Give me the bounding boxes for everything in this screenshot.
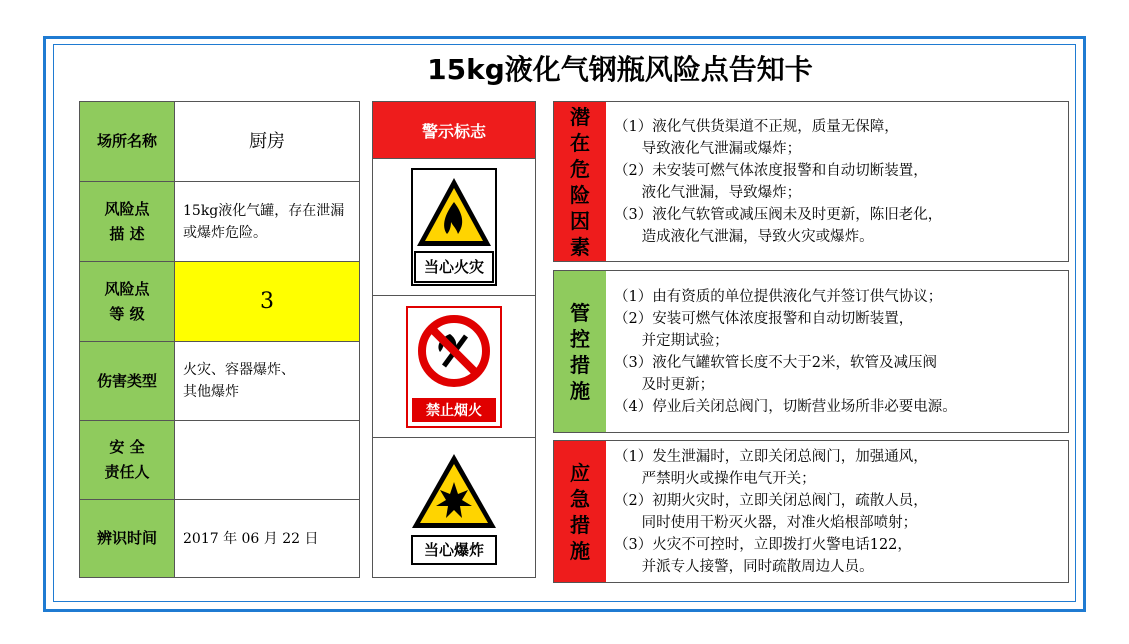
emergency-line: （1）发生泄漏时，立即关闭总阀门，加强通风， [614,448,928,465]
controls-text [614,271,1062,432]
control-line: （2）安装可燃气体浓度报警和自动切断装置， [614,310,914,327]
hazards-text [614,102,1062,261]
description-label: 风险点 描 述 [80,182,175,261]
sign-no-fire [373,296,535,438]
control-line: （4）停业后关闭总阀门，切断营业场所非必要电源。 [614,398,957,415]
fire-warning-caption: 当心火灾 [423,258,485,276]
no-fire-icon [406,306,502,428]
info-row-description [80,182,359,262]
control-line: 及时更新； [614,376,715,393]
hazards-panel [553,101,1069,262]
controls-panel [553,270,1069,433]
card-title: 15kg液化气钢瓶风险点告知卡 [427,53,813,86]
hazard-line: 导致液化气泄漏或爆炸； [614,140,802,157]
info-row-date [80,500,359,577]
control-line: 并定期试验； [614,332,729,349]
info-table [79,101,360,578]
emergency-line: 同时使用干粉灭火器，对准火焰根部喷射； [614,514,918,531]
emergency-line: 并派专人接警，同时疏散周边人员。 [614,558,874,575]
hazard-line: 液化气泄漏，导致爆炸； [614,184,802,201]
harm-value: 火灾、容器爆炸、 其他爆炸 [183,362,295,400]
person-label: 安 全 责任人 [80,421,175,499]
info-row-person [80,421,359,500]
description-value: 15kg液化气罐，存在泄漏或爆炸危险。 [183,202,345,241]
info-row-level [80,262,359,342]
controls-label: 管控措施 [554,271,606,432]
emergency-panel [553,440,1069,583]
hazards-label: 潜在危险因素 [554,102,606,261]
emergency-line: （3）火灾不可控时，立即拨打火警电话122， [614,536,912,553]
no-fire-caption: 禁止烟火 [426,402,482,419]
emergency-line: （2）初期火灾时，立即关闭总阀门，疏散人员， [614,492,928,509]
sign-explosion-warning [373,438,535,577]
explosion-warning-icon [406,448,502,568]
hazard-line: 造成液化气泄漏，导致火灾或爆炸。 [614,228,874,245]
signs-header: 警示标志 [373,102,535,159]
hazard-line: （1）液化气供货渠道不正规，质量无保障， [614,118,899,135]
date-value: 2017 年 06 月 22 日 [183,530,319,547]
emergency-text [614,441,1062,582]
sign-fire-warning [373,159,535,296]
info-row-place [80,102,359,182]
emergency-line: 严禁明火或操作电气开关； [614,470,816,487]
explosion-warning-caption: 当心爆炸 [423,540,485,559]
date-label: 辨识时间 [80,500,175,577]
fire-warning-icon [411,168,497,286]
place-value: 厨房 [249,130,285,152]
harm-label: 伤害类型 [80,342,175,420]
emergency-label: 应急措施 [554,441,606,582]
control-line: （3）液化气罐软管长度不大于2米，软管及减压阀 [614,354,937,371]
warning-signs-column [372,101,536,578]
level-label: 风险点 等 级 [80,262,175,341]
level-value: 3 [175,262,359,341]
hazard-line: （2）未安装可燃气体浓度报警和自动切断装置， [614,162,928,179]
info-row-harm [80,342,359,421]
place-label: 场所名称 [80,102,175,181]
control-line: （1）由有资质的单位提供液化气并签订供气协议； [614,288,943,305]
person-value [175,421,359,499]
hazard-line: （3）液化气软管或减压阀未及时更新，陈旧老化， [614,206,943,223]
